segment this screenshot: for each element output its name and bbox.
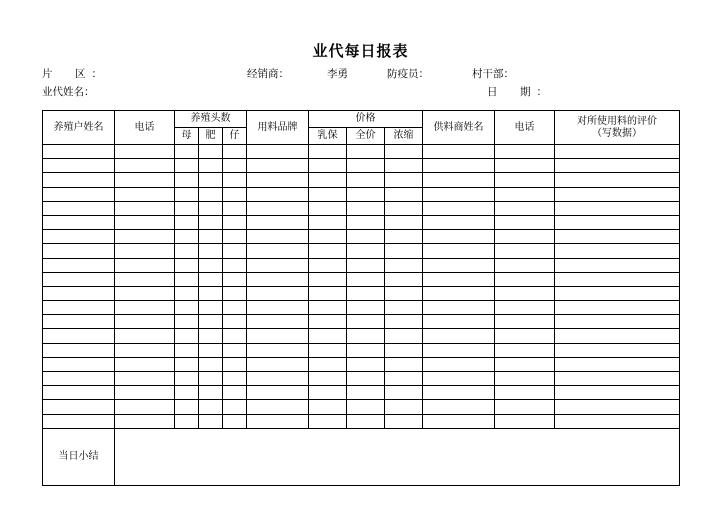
table-cell[interactable] <box>223 414 247 428</box>
table-cell[interactable] <box>175 357 199 371</box>
table-cell[interactable] <box>495 187 555 201</box>
table-cell[interactable] <box>423 400 495 414</box>
table-cell[interactable] <box>175 244 199 258</box>
table-cell[interactable] <box>115 315 175 329</box>
table-cell[interactable] <box>385 159 423 173</box>
table-cell[interactable] <box>43 173 115 187</box>
table-cell[interactable] <box>555 215 680 229</box>
table-cell[interactable] <box>423 286 495 300</box>
table-cell[interactable] <box>223 386 247 400</box>
table-cell[interactable] <box>385 201 423 215</box>
table-cell[interactable] <box>175 159 199 173</box>
table-cell[interactable] <box>423 272 495 286</box>
table-cell[interactable] <box>223 286 247 300</box>
table-cell[interactable] <box>223 343 247 357</box>
table-cell[interactable] <box>555 386 680 400</box>
table-cell[interactable] <box>347 187 385 201</box>
table-row[interactable] <box>43 286 680 300</box>
table-cell[interactable] <box>247 315 309 329</box>
table-cell[interactable] <box>309 329 347 343</box>
table-cell[interactable] <box>199 201 223 215</box>
table-cell[interactable] <box>347 272 385 286</box>
table-cell[interactable] <box>199 215 223 229</box>
meta-block <box>42 66 682 102</box>
table-cell[interactable] <box>199 372 223 386</box>
table-cell[interactable] <box>347 215 385 229</box>
table-cell[interactable] <box>115 386 175 400</box>
table-cell[interactable] <box>43 400 115 414</box>
table-row[interactable] <box>43 173 680 187</box>
table-cell[interactable] <box>199 286 223 300</box>
table-cell[interactable] <box>347 244 385 258</box>
meta-label-village-cadre: 村干部： <box>472 69 514 80</box>
table-cell[interactable] <box>247 301 309 315</box>
table-cell[interactable] <box>247 230 309 244</box>
table-cell[interactable] <box>115 187 175 201</box>
table-cell[interactable] <box>175 215 199 229</box>
table-cell[interactable] <box>555 400 680 414</box>
table-row[interactable] <box>43 187 680 201</box>
header-row-1 <box>43 111 680 128</box>
meta-label-district: 片 区： <box>42 69 108 80</box>
table-cell[interactable] <box>495 372 555 386</box>
table-cell[interactable] <box>385 400 423 414</box>
table-cell[interactable] <box>223 230 247 244</box>
table-row[interactable] <box>43 230 680 244</box>
table-cell[interactable] <box>115 301 175 315</box>
table-cell[interactable] <box>247 159 309 173</box>
table-cell[interactable] <box>309 258 347 272</box>
table-cell[interactable] <box>423 230 495 244</box>
header-stock-sow: 母 <box>175 128 199 145</box>
table-cell[interactable] <box>347 386 385 400</box>
table-cell[interactable] <box>555 286 680 300</box>
table-cell[interactable] <box>347 414 385 428</box>
table-row[interactable] <box>43 201 680 215</box>
table-cell[interactable] <box>385 386 423 400</box>
table-cell[interactable] <box>347 329 385 343</box>
table-cell[interactable] <box>309 301 347 315</box>
table-cell[interactable] <box>309 386 347 400</box>
table-cell[interactable] <box>115 244 175 258</box>
table-cell[interactable] <box>199 145 223 159</box>
table-cell[interactable] <box>309 159 347 173</box>
table-cell[interactable] <box>347 400 385 414</box>
table-cell[interactable] <box>385 272 423 286</box>
table-row[interactable] <box>43 329 680 343</box>
table-cell[interactable] <box>115 272 175 286</box>
table-row[interactable] <box>43 301 680 315</box>
table-head <box>43 111 680 145</box>
table-cell[interactable] <box>115 286 175 300</box>
table-cell[interactable] <box>385 244 423 258</box>
table-cell[interactable] <box>555 258 680 272</box>
table-cell[interactable] <box>223 187 247 201</box>
table-cell[interactable] <box>385 286 423 300</box>
table-cell[interactable] <box>423 173 495 187</box>
table-cell[interactable] <box>495 329 555 343</box>
table-cell[interactable] <box>199 400 223 414</box>
table-cell[interactable] <box>223 159 247 173</box>
table-cell[interactable] <box>423 414 495 428</box>
table-cell[interactable] <box>423 258 495 272</box>
table-cell[interactable] <box>175 386 199 400</box>
header-price-concentrate: 浓缩 <box>385 128 423 145</box>
table-cell[interactable] <box>199 343 223 357</box>
table-cell[interactable] <box>43 343 115 357</box>
table-cell[interactable] <box>309 414 347 428</box>
summary-content[interactable] <box>115 428 680 485</box>
header-price: 价格 <box>309 111 423 128</box>
table-row[interactable] <box>43 414 680 428</box>
table-cell[interactable] <box>309 357 347 371</box>
table-cell[interactable] <box>43 286 115 300</box>
table-cell[interactable] <box>495 159 555 173</box>
table-cell[interactable] <box>43 258 115 272</box>
table-cell[interactable] <box>423 215 495 229</box>
table-cell[interactable] <box>175 372 199 386</box>
table-cell[interactable] <box>175 230 199 244</box>
table-cell[interactable] <box>199 272 223 286</box>
table-cell[interactable] <box>199 301 223 315</box>
table-cell[interactable] <box>247 258 309 272</box>
table-cell[interactable] <box>175 343 199 357</box>
table-cell[interactable] <box>223 315 247 329</box>
table-cell[interactable] <box>555 173 680 187</box>
table-cell[interactable] <box>223 357 247 371</box>
table-cell[interactable] <box>495 414 555 428</box>
table-cell[interactable] <box>495 215 555 229</box>
table-row[interactable] <box>43 244 680 258</box>
table-cell[interactable] <box>423 201 495 215</box>
table-cell[interactable] <box>175 145 199 159</box>
table-cell[interactable] <box>199 159 223 173</box>
table-cell[interactable] <box>223 400 247 414</box>
table-cell[interactable] <box>423 343 495 357</box>
summary-label: 当日小结 <box>43 428 115 485</box>
table-cell[interactable] <box>43 372 115 386</box>
meta-label-date: 日 期： <box>487 87 553 98</box>
table-cell[interactable] <box>347 315 385 329</box>
table-cell[interactable] <box>309 215 347 229</box>
table-cell[interactable] <box>199 357 223 371</box>
table-cell[interactable] <box>199 173 223 187</box>
table-cell[interactable] <box>495 286 555 300</box>
table-cell[interactable] <box>247 329 309 343</box>
table-cell[interactable] <box>555 145 680 159</box>
table-cell[interactable] <box>495 315 555 329</box>
header-price-full: 全价 <box>347 128 385 145</box>
table-cell[interactable] <box>247 173 309 187</box>
table-cell[interactable] <box>423 386 495 400</box>
table-cell[interactable] <box>175 187 199 201</box>
table-cell[interactable] <box>175 201 199 215</box>
table-cell[interactable] <box>347 145 385 159</box>
table-cell[interactable] <box>309 343 347 357</box>
table-cell[interactable] <box>223 201 247 215</box>
table-cell[interactable] <box>247 201 309 215</box>
table-cell[interactable] <box>43 159 115 173</box>
table-cell[interactable] <box>309 201 347 215</box>
table-cell[interactable] <box>347 301 385 315</box>
table-cell[interactable] <box>223 329 247 343</box>
table-cell[interactable] <box>175 258 199 272</box>
table-cell[interactable] <box>43 386 115 400</box>
table-cell[interactable] <box>423 315 495 329</box>
table-cell[interactable] <box>309 230 347 244</box>
table-cell[interactable] <box>423 329 495 343</box>
table-cell[interactable] <box>115 372 175 386</box>
table-cell[interactable] <box>555 272 680 286</box>
header-farmer-name: 养殖户姓名 <box>43 111 115 145</box>
table-cell[interactable] <box>385 187 423 201</box>
table-cell[interactable] <box>347 343 385 357</box>
table-cell[interactable] <box>199 315 223 329</box>
table-cell[interactable] <box>247 187 309 201</box>
table-cell[interactable] <box>247 386 309 400</box>
header-price-milk: 乳保 <box>309 128 347 145</box>
table-cell[interactable] <box>385 357 423 371</box>
table-cell[interactable] <box>423 372 495 386</box>
table-cell[interactable] <box>555 187 680 201</box>
table-cell[interactable] <box>555 315 680 329</box>
header-stock-fat: 肥 <box>199 128 223 145</box>
table-cell[interactable] <box>115 230 175 244</box>
table-cell[interactable] <box>199 187 223 201</box>
table-cell[interactable] <box>223 372 247 386</box>
table-cell[interactable] <box>347 372 385 386</box>
table-cell[interactable] <box>309 400 347 414</box>
table-cell[interactable] <box>115 400 175 414</box>
meta-label-agent-name: 业代姓名： <box>42 87 95 98</box>
header-phone-1: 电话 <box>115 111 175 145</box>
table-cell[interactable] <box>43 230 115 244</box>
header-feed-brand: 用料品牌 <box>247 111 309 145</box>
table-cell[interactable] <box>385 215 423 229</box>
table-cell[interactable] <box>175 329 199 343</box>
table-cell[interactable] <box>423 357 495 371</box>
table-cell[interactable] <box>199 230 223 244</box>
table-cell[interactable] <box>175 301 199 315</box>
table-cell[interactable] <box>309 272 347 286</box>
table-cell[interactable] <box>555 357 680 371</box>
table-cell[interactable] <box>175 400 199 414</box>
table-cell[interactable] <box>423 187 495 201</box>
table-cell[interactable] <box>423 159 495 173</box>
table-cell[interactable] <box>555 301 680 315</box>
header-phone-2: 电话 <box>495 111 555 145</box>
table-cell[interactable] <box>43 215 115 229</box>
table-cell[interactable] <box>423 244 495 258</box>
table-cell[interactable] <box>115 159 175 173</box>
table-cell[interactable] <box>43 272 115 286</box>
table-row[interactable] <box>43 145 680 159</box>
table-cell[interactable] <box>43 201 115 215</box>
table-cell[interactable] <box>385 145 423 159</box>
table-cell[interactable] <box>555 201 680 215</box>
daily-report-table <box>42 110 680 486</box>
table-cell[interactable] <box>115 414 175 428</box>
meta-value-dealer: 李勇 <box>327 69 348 80</box>
table-cell[interactable] <box>385 372 423 386</box>
table-cell[interactable] <box>43 414 115 428</box>
table-cell[interactable] <box>43 315 115 329</box>
table-cell[interactable] <box>347 159 385 173</box>
meta-label-quarantine-officer: 防疫员： <box>387 69 429 80</box>
table-cell[interactable] <box>347 230 385 244</box>
table-cell[interactable] <box>423 301 495 315</box>
table-cell[interactable] <box>347 286 385 300</box>
table-cell[interactable] <box>385 414 423 428</box>
table-cell[interactable] <box>175 315 199 329</box>
table-cell[interactable] <box>309 315 347 329</box>
table-cell[interactable] <box>309 372 347 386</box>
table-cell[interactable] <box>309 145 347 159</box>
table-cell[interactable] <box>43 244 115 258</box>
table-cell[interactable] <box>247 343 309 357</box>
table-cell[interactable] <box>385 315 423 329</box>
table-row[interactable] <box>43 372 680 386</box>
table-cell[interactable] <box>223 301 247 315</box>
table-row[interactable] <box>43 315 680 329</box>
header-evaluation-line1: 对所使用料的评价 <box>577 116 657 127</box>
table-cell[interactable] <box>115 215 175 229</box>
table-cell[interactable] <box>223 272 247 286</box>
table-cell[interactable] <box>555 414 680 428</box>
table-cell[interactable] <box>175 173 199 187</box>
table-cell[interactable] <box>223 215 247 229</box>
meta-row-2 <box>42 84 682 102</box>
table-cell[interactable] <box>43 301 115 315</box>
table-row[interactable] <box>43 386 680 400</box>
table-cell[interactable] <box>495 343 555 357</box>
table-cell[interactable] <box>309 187 347 201</box>
table-cell[interactable] <box>555 343 680 357</box>
table-cell[interactable] <box>385 301 423 315</box>
table-cell[interactable] <box>495 301 555 315</box>
table-cell[interactable] <box>495 244 555 258</box>
page-title: 业代每日报表 <box>312 44 409 60</box>
table-cell[interactable] <box>247 414 309 428</box>
header-evaluation <box>555 111 680 145</box>
table-cell[interactable] <box>247 272 309 286</box>
table-cell[interactable] <box>247 400 309 414</box>
table-cell[interactable] <box>555 244 680 258</box>
table-cell[interactable] <box>385 343 423 357</box>
table-cell[interactable] <box>495 173 555 187</box>
table-cell[interactable] <box>115 258 175 272</box>
summary-row[interactable] <box>43 428 680 485</box>
table-cell[interactable] <box>223 258 247 272</box>
table-cell[interactable] <box>199 386 223 400</box>
table-cell[interactable] <box>199 414 223 428</box>
table-cell[interactable] <box>309 286 347 300</box>
table-cell[interactable] <box>495 400 555 414</box>
header-stock-count: 养殖头数 <box>175 111 247 128</box>
table-row[interactable] <box>43 258 680 272</box>
table-cell[interactable] <box>423 145 495 159</box>
table-cell[interactable] <box>247 215 309 229</box>
table-body <box>43 145 680 486</box>
table-cell[interactable] <box>115 357 175 371</box>
table-cell[interactable] <box>43 357 115 371</box>
table-cell[interactable] <box>175 272 199 286</box>
table-cell[interactable] <box>115 329 175 343</box>
table-cell[interactable] <box>555 372 680 386</box>
header-stock-piglet: 仔 <box>223 128 247 145</box>
table-cell[interactable] <box>199 258 223 272</box>
table-row[interactable] <box>43 272 680 286</box>
table-cell[interactable] <box>223 244 247 258</box>
table-row[interactable] <box>43 400 680 414</box>
table-cell[interactable] <box>347 201 385 215</box>
table-cell[interactable] <box>309 173 347 187</box>
table-cell[interactable] <box>175 414 199 428</box>
table-cell[interactable] <box>495 145 555 159</box>
table-cell[interactable] <box>309 244 347 258</box>
table-row[interactable] <box>43 357 680 371</box>
table-cell[interactable] <box>247 244 309 258</box>
header-evaluation-line2: （写数据） <box>592 127 642 139</box>
table-cell[interactable] <box>555 230 680 244</box>
table-cell[interactable] <box>347 173 385 187</box>
table-cell[interactable] <box>115 173 175 187</box>
table-cell[interactable] <box>199 244 223 258</box>
table-cell[interactable] <box>385 173 423 187</box>
table-cell[interactable] <box>385 258 423 272</box>
table-cell[interactable] <box>495 230 555 244</box>
table-cell[interactable] <box>115 343 175 357</box>
table-cell[interactable] <box>385 329 423 343</box>
table-cell[interactable] <box>247 145 309 159</box>
table-cell[interactable] <box>495 201 555 215</box>
table-cell[interactable] <box>495 272 555 286</box>
table-cell[interactable] <box>247 286 309 300</box>
table-cell[interactable] <box>495 357 555 371</box>
table-cell[interactable] <box>347 357 385 371</box>
table-cell[interactable] <box>385 230 423 244</box>
table-cell[interactable] <box>223 173 247 187</box>
table-cell[interactable] <box>199 329 223 343</box>
table-cell[interactable] <box>247 372 309 386</box>
table-row[interactable] <box>43 159 680 173</box>
table-cell[interactable] <box>495 386 555 400</box>
table-cell[interactable] <box>175 286 199 300</box>
table-row[interactable] <box>43 343 680 357</box>
table-cell[interactable] <box>247 357 309 371</box>
table-cell[interactable] <box>115 145 175 159</box>
table-row[interactable] <box>43 215 680 229</box>
table-cell[interactable] <box>555 159 680 173</box>
table-cell[interactable] <box>223 145 247 159</box>
meta-row-1 <box>42 66 682 84</box>
meta-label-dealer: 经销商： <box>247 69 289 80</box>
table-cell[interactable] <box>555 329 680 343</box>
table-cell[interactable] <box>43 187 115 201</box>
table-cell[interactable] <box>43 329 115 343</box>
table-cell[interactable] <box>43 145 115 159</box>
header-supplier-name: 供料商姓名 <box>423 111 495 145</box>
table-cell[interactable] <box>347 258 385 272</box>
table-cell[interactable] <box>115 201 175 215</box>
table-cell[interactable] <box>495 258 555 272</box>
